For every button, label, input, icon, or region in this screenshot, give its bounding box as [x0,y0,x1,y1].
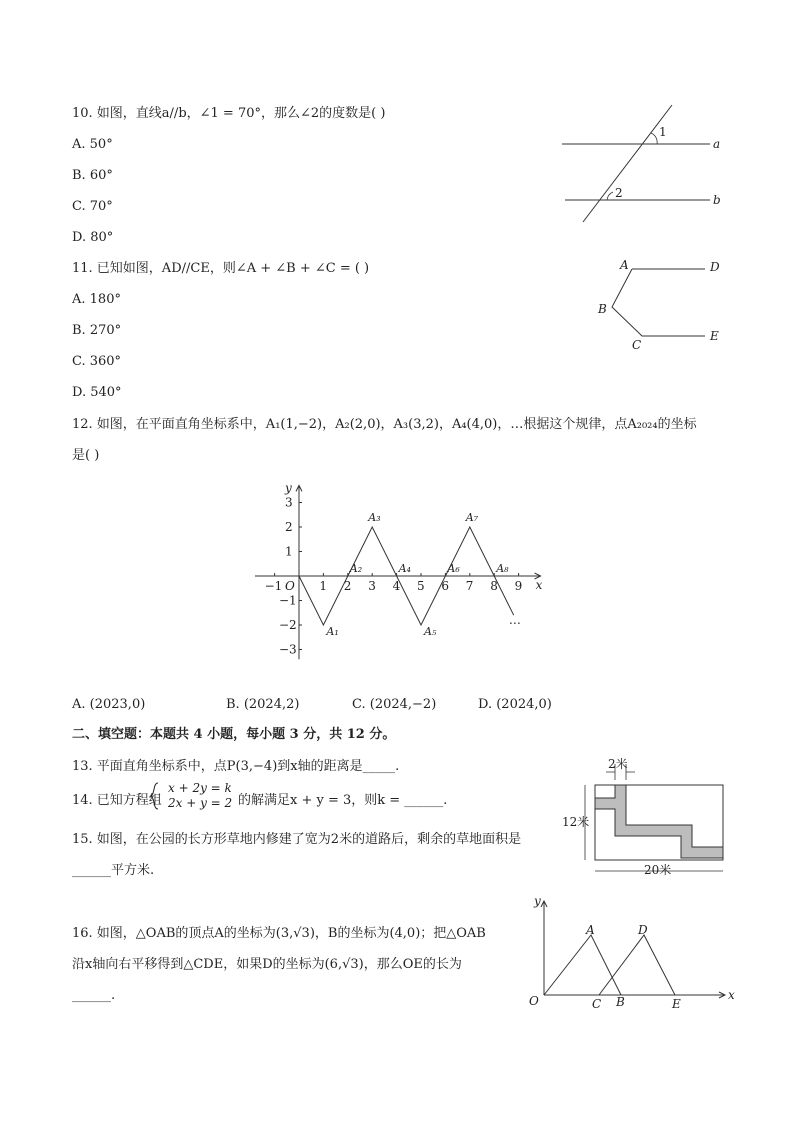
x-axis-label: x [535,578,543,592]
x-tick-label: 3 [368,579,376,593]
triangle-cde [599,935,675,995]
q12-option-b: B. (2024,2) [226,697,300,712]
point-label: A₃ [368,511,381,524]
point-label: A₅ [424,625,437,638]
line-a-label: a [713,137,721,151]
label-d: D [710,260,720,274]
q16-stem-line3: ______. [72,988,116,1003]
label-a: A [586,923,595,937]
x-tick-label: O [285,579,295,593]
length-label: 20米 [644,863,672,877]
label-c: C [592,997,602,1011]
point-label: A₆ [447,562,460,575]
transversal [583,105,672,222]
point-label: A₂ [349,562,363,575]
y-axis-label: y [285,480,292,495]
label-b: B [598,302,607,316]
point-label: A₇ [465,511,479,524]
y-tick-label: −2 [279,618,297,632]
label-e: E [710,329,719,343]
point-label: A₈ [496,562,509,575]
section-2-title: 二、填空题：本题共 4 小题，每小题 3 分，共 12 分。 [72,727,396,742]
q12-option-c: C. (2024,−2) [352,697,437,712]
q12-option-d: D. (2024,0) [478,697,552,712]
x-tick-label: 6 [441,579,450,593]
x-tick-label: 4 [392,579,401,593]
y-tick-label: 2 [285,520,293,534]
q11-stem: 11. 已知如图，AD//CE，则∠A + ∠B + ∠C = ( ) [72,261,370,276]
y-tick-label: −1 [279,593,297,608]
q14-suffix: 的解满足x + y = 3，则k = ______. [238,793,448,808]
y-tick-label: −3 [279,642,297,657]
continuation-ellipsis: … [508,613,521,628]
q12-coordinate-chart [250,465,550,665]
q13-stem: 13. 平面直角坐标系中，点P(3,−4)到x轴的距离是_____. [72,759,400,774]
q16-figure [525,893,740,1018]
q11-option-b: B. 270° [72,323,122,338]
triangle-oab [544,935,621,995]
y-tick-label: 1 [285,544,293,559]
q10-option-c: C. 70° [72,199,113,214]
q10-figure [555,100,730,225]
y-label: y [534,894,541,908]
q16-stem-line1: 16. 如图，△OAB的顶点A的坐标为(3,√3)，B的坐标为(4,0)；把△OAB [72,926,486,941]
q14-equation-2: 2x + y = 2 [168,796,233,810]
point-label: A₄ [398,562,411,575]
x-tick-label: −1 [264,579,283,593]
label-o: O [529,994,539,1008]
q12-stem-line1: 12. 如图，在平面直角坐标系中，A₁(1,−2)，A₂(2,0)，A₃(3,2)，A₄(4,0)，…根据这个规律，点A₂₀₂₄的坐标 [72,417,697,432]
label-d: D [638,923,648,937]
x-tick-label: 8 [490,579,498,593]
height-label: 12米 [562,815,590,829]
q12-stem-line2: 是( ) [72,448,100,463]
q10-option-a: A. 50° [72,137,113,152]
angle-1-arc [651,133,657,144]
q16-stem-line2: 沿x轴向右平移得到△CDE，如果D的坐标为(6,√3)，那么OE的长为 [72,957,462,972]
x-tick-label: 2 [343,579,352,593]
q11-option-c: C. 360° [72,354,122,369]
q11-option-d: D. 540° [72,385,122,400]
point-label: A₁ [326,625,339,638]
q11-option-a: A. 180° [72,292,121,307]
line-b-label: b [713,193,721,207]
angle-2-arc [607,192,613,200]
x-label: x [728,988,735,1002]
x-tick-label: 9 [514,579,523,593]
q12-option-a: A. (2023,0) [72,697,146,712]
q15-stem-line2: ______平方米. [72,863,155,878]
label-c: C [632,338,642,352]
q14-prefix: 14. 已知方程组 [72,793,162,808]
angle-2-label: 2 [615,186,623,200]
q14-equation-1: x + 2y = k [168,781,232,795]
q10-option-b: B. 60° [72,168,113,183]
q15-figure [560,750,730,880]
x-tick-label: 7 [465,579,474,593]
q10-option-d: D. 80° [72,230,114,245]
label-a: A [620,258,629,272]
q10-stem: 10. 如图，直线a//b，∠1 = 70°，那么∠2的度数是( ) [72,106,386,121]
angle-1-label: 1 [659,125,667,139]
road-width-label: 2米 [608,757,628,771]
label-e: E [672,997,681,1011]
x-tick-label: 1 [319,579,328,593]
label-b: B [616,995,625,1009]
q11-figure [590,255,730,355]
segment-abce [612,269,705,336]
equation-system-brace [148,782,162,810]
y-tick-label: 3 [285,495,293,510]
q15-stem-line1: 15. 如图，在公园的长方形草地内修建了宽为2米的道路后，剩余的草地面积是 [72,832,522,847]
x-tick-label: 5 [417,579,425,593]
